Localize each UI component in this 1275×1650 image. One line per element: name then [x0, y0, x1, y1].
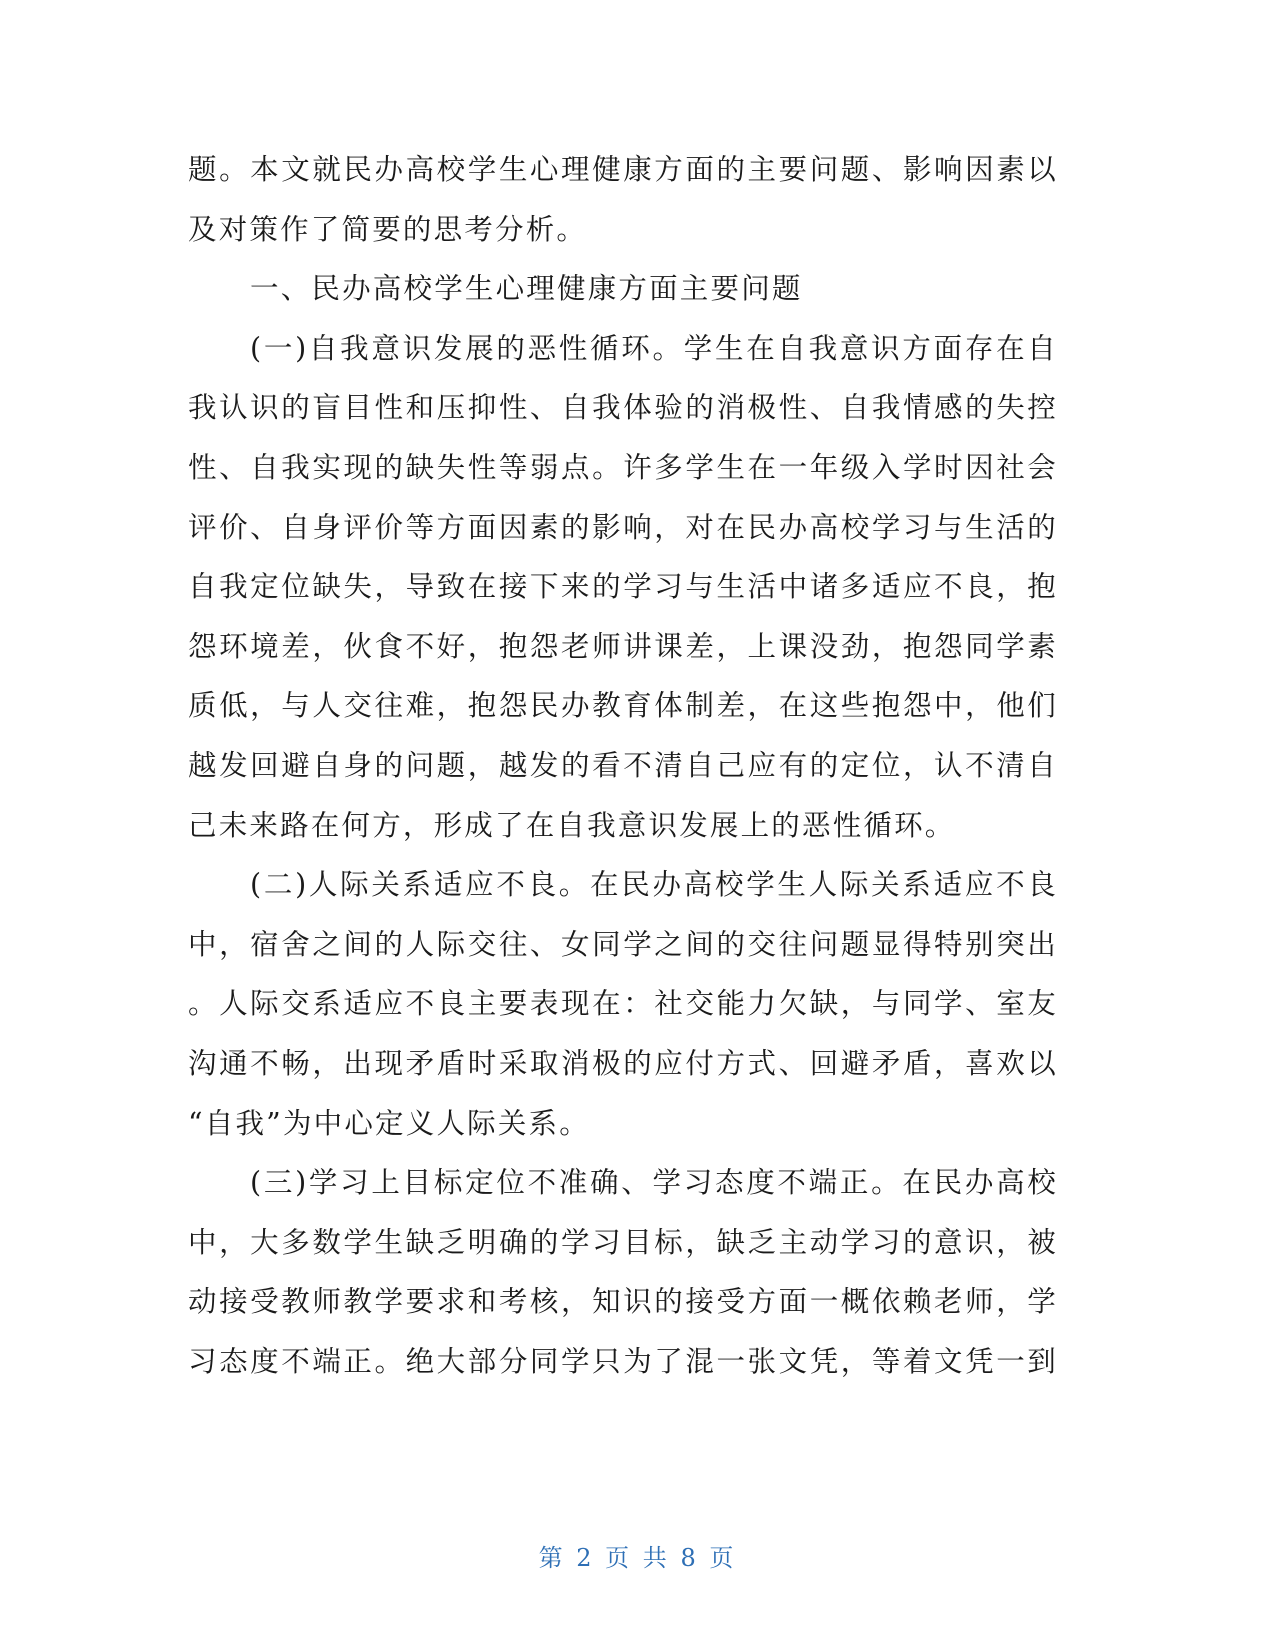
- text-line: 己未来路在何方，形成了在自我意识发展上的恶性循环。: [188, 808, 956, 842]
- body-text: [188, 140, 1058, 1391]
- text-line: (一)自我意识发展的恶性循环。学生在自我意识方面存在自: [250, 331, 1058, 365]
- text-line: (二)人际关系适应不良。在民办高校学生人际关系适应不良: [250, 868, 1058, 902]
- footer-suffix: 页: [709, 1544, 737, 1572]
- text-line: 怨环境差，伙食不好，抱怨老师讲课差，上课没劲，抱怨同学素: [188, 629, 1058, 663]
- text-line: 中，大多数学生缺乏明确的学习目标，缺乏主动学习的意识，被: [188, 1225, 1058, 1259]
- text-line: 。人际交系适应不良主要表现在：社交能力欠缺，与同学、室友: [188, 987, 1058, 1021]
- section-heading: 一、民办高校学生心理健康方面主要问题: [250, 272, 803, 306]
- text-line: 中，宿舍之间的人际交往、女同学之间的交往问题显得特别突出: [188, 927, 1058, 961]
- text-line: 题。本文就民办高校学生心理健康方面的主要问题、影响因素以: [188, 153, 1058, 186]
- text-line: 及对策作了简要的思考分析。: [188, 212, 588, 246]
- text-line: 自我定位缺失，导致在接下来的学习与生活中诸多适应不良，抱: [188, 570, 1058, 604]
- total-page-number: 8: [680, 1544, 699, 1572]
- text-line: (三)学习上目标定位不准确、学习态度不端正。在民办高校: [250, 1166, 1058, 1200]
- text-line: 沟通不畅，出现矛盾时采取消极的应付方式、回避矛盾，喜欢以: [188, 1046, 1058, 1080]
- text-line: “自我”为中心定义人际关系。: [188, 1106, 590, 1140]
- text-line: 我认识的盲目性和压抑性、自我体验的消极性、自我情感的失控: [188, 391, 1058, 425]
- text-line: 习态度不端正。绝大部分同学只为了混一张文凭，等着文凭一到: [188, 1344, 1058, 1378]
- text-line: 评价、自身评价等方面因素的影响，对在民办高校学习与生活的: [188, 510, 1058, 544]
- footer-prefix: 第: [538, 1544, 566, 1572]
- text-line: 性、自我实现的缺失性等弱点。许多学生在一年级入学时因社会: [188, 450, 1058, 484]
- text-line: 动接受教师教学要求和考核，知识的接受方面一概依赖老师，学: [188, 1285, 1058, 1319]
- text-line: 质低，与人交往难，抱怨民办教育体制差，在这些抱怨中，他们: [188, 689, 1058, 723]
- page-footer: [0, 1538, 1275, 1573]
- footer-middle: 页 共: [605, 1544, 670, 1572]
- text-line: 越发回避自身的问题，越发的看不清自己应有的定位，认不清自: [188, 748, 1058, 782]
- current-page-number: 2: [576, 1544, 595, 1572]
